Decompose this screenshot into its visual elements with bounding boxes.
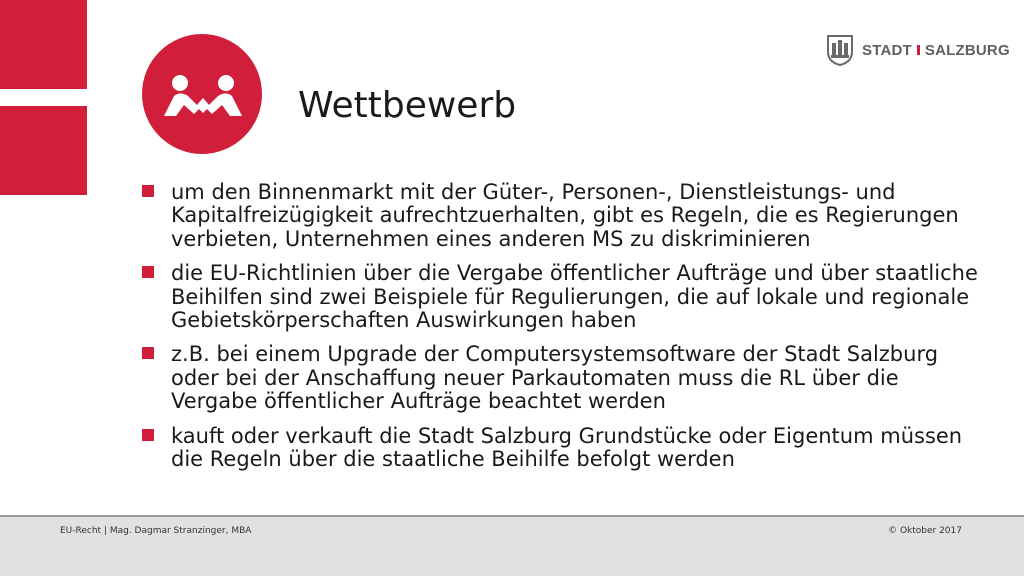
bullet-item (141, 343, 991, 413)
city-crest-icon (826, 34, 854, 66)
bullet-text: um den Binnenmarkt mit der Güter-, Personen-, Dienstleistungs- und Kapitalfreizügigkeit aufrechtzuerhalten, gibt es Regeln, die es Regierungen verbieten, Unternehmen eines anderen MS zu diskriminieren (171, 180, 959, 251)
bullet-square-icon (142, 185, 154, 197)
bullet-square-icon (142, 266, 154, 278)
brand-name-right: SALZBURG (924, 41, 1010, 59)
bullet-text: die EU-Richtlinien über die Vergabe öffentlicher Aufträge und über staatliche Beihilfen sind zwei Beispiele für Regulierungen, die auf lokale und regionale Gebietskörperschaften Auswirkungen haben (171, 261, 978, 333)
two-people-arm-wrestling-icon (142, 34, 262, 154)
red-corner-bar-top (0, 0, 87, 89)
brand-separator (917, 45, 920, 55)
slide-title: Wettbewerb (298, 85, 517, 126)
bullet-text: kauft oder verkauft die Stadt Salzburg Grundstücke oder Eigentum müssen die Regeln über die staatliche Beihilfe befolgt werden (171, 423, 963, 472)
brand-name (862, 42, 1010, 59)
stadt-salzburg-logo (826, 34, 1010, 66)
footer-date: © Oktober 2017 (888, 526, 962, 536)
bullet-square-icon (142, 429, 154, 441)
bullet-item (141, 262, 991, 332)
bullet-text: z.B. bei einem Upgrade der Computersystemsoftware der Stadt Salzburg oder bei der Anschaffung neuer Parkautomaten muss die RL über die Vergabe öffentlicher Aufträge beachtet werden (171, 342, 939, 414)
footer-bar (0, 515, 1024, 576)
bullet-item (141, 425, 991, 472)
brand-name-left: STADT (862, 41, 912, 59)
footer-author: EU-Recht | Mag. Dagmar Stranzinger, MBA (60, 526, 252, 536)
bullet-item (141, 181, 991, 251)
bullet-list (141, 181, 991, 482)
red-corner-bar-bottom (0, 106, 87, 195)
bullet-square-icon (142, 347, 154, 359)
